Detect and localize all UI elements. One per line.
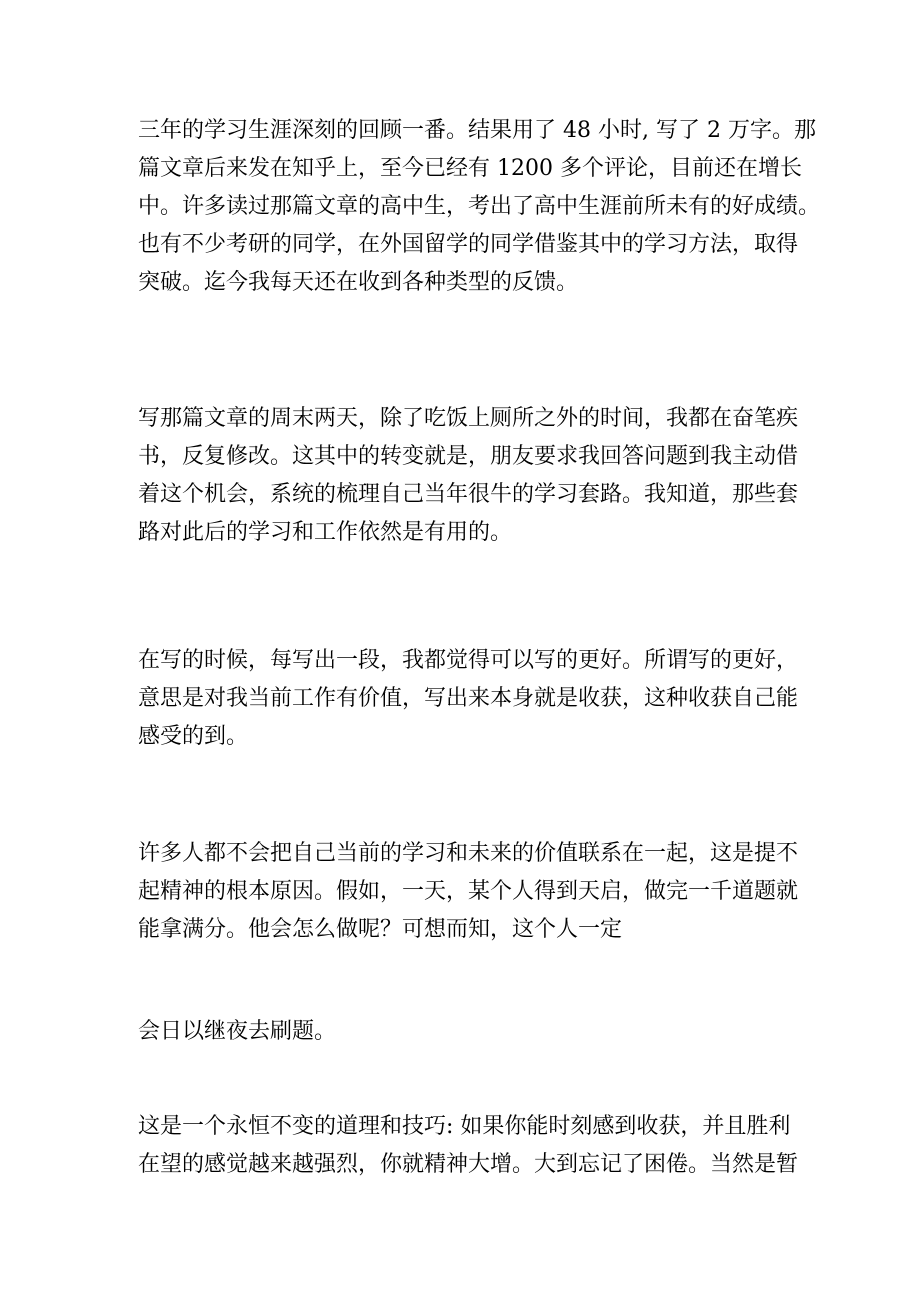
text-line: 意思是对我当前工作有价值，写出来本身就是收获，这种收获自己能: [138, 686, 799, 711]
paragraph-1: [138, 112, 821, 302]
text-line: 中。许多读过那篇文章的高中生，考出了高中生涯前所未有的好成绩。: [138, 194, 821, 219]
paragraph-4: [138, 835, 798, 949]
paragraph-5: [138, 1013, 798, 1051]
text-line: 路对此后的学习和工作依然是有用的。: [138, 520, 513, 545]
text-line: 也有不少考研的同学，在外国留学的同学借鉴其中的学习方法，取得: [138, 232, 799, 257]
text-line: 书，反复修改。这其中的转变就是，朋友要求我回答问题到我主动借: [138, 444, 799, 469]
text-line: 在望的感觉越来越强烈，你就精神大增。大到忘记了困倦。当然是暂: [138, 1152, 799, 1177]
text-line: 感受的到。: [138, 724, 249, 749]
paragraph-2: [138, 400, 798, 552]
paragraph-3: [138, 642, 798, 756]
text-line: 在写的时候，每写出一段，我都觉得可以写的更好。所谓写的更好，: [138, 648, 799, 673]
text-line: 许多人都不会把自己当前的学习和未来的价值联系在一起，这是提不: [138, 841, 799, 866]
text-line: 写那篇文章的周末两天，除了吃饭上厕所之外的时间，我都在奋笔疾: [138, 406, 799, 431]
text-line: 会日以继夜去刷题。: [138, 1019, 337, 1044]
text-line: 突破。迄今我每天还在收到各种类型的反馈。: [138, 270, 579, 295]
text-line: 篇文章后来发在知乎上，至今已经有 1200 多个评论，目前还在增长: [138, 156, 802, 181]
text-line: 着这个机会，系统的梳理自己当年很牛的学习套路。我知道，那些套: [138, 482, 799, 507]
paragraph-6: [138, 1108, 798, 1184]
text-line: 能拿满分。他会怎么做呢？可想而知，这个人一定: [138, 917, 623, 942]
text-line: 三年的学习生涯深刻的回顾一番。结果用了 48 小时, 写了 2 万字。那: [138, 118, 816, 143]
text-line: 这是一个永恒不变的道理和技巧: 如果你能时刻感到收获，并且胜利: [138, 1114, 791, 1139]
text-line: 起精神的根本原因。假如，一天，某个人得到天启，做完一千道题就: [138, 879, 799, 904]
